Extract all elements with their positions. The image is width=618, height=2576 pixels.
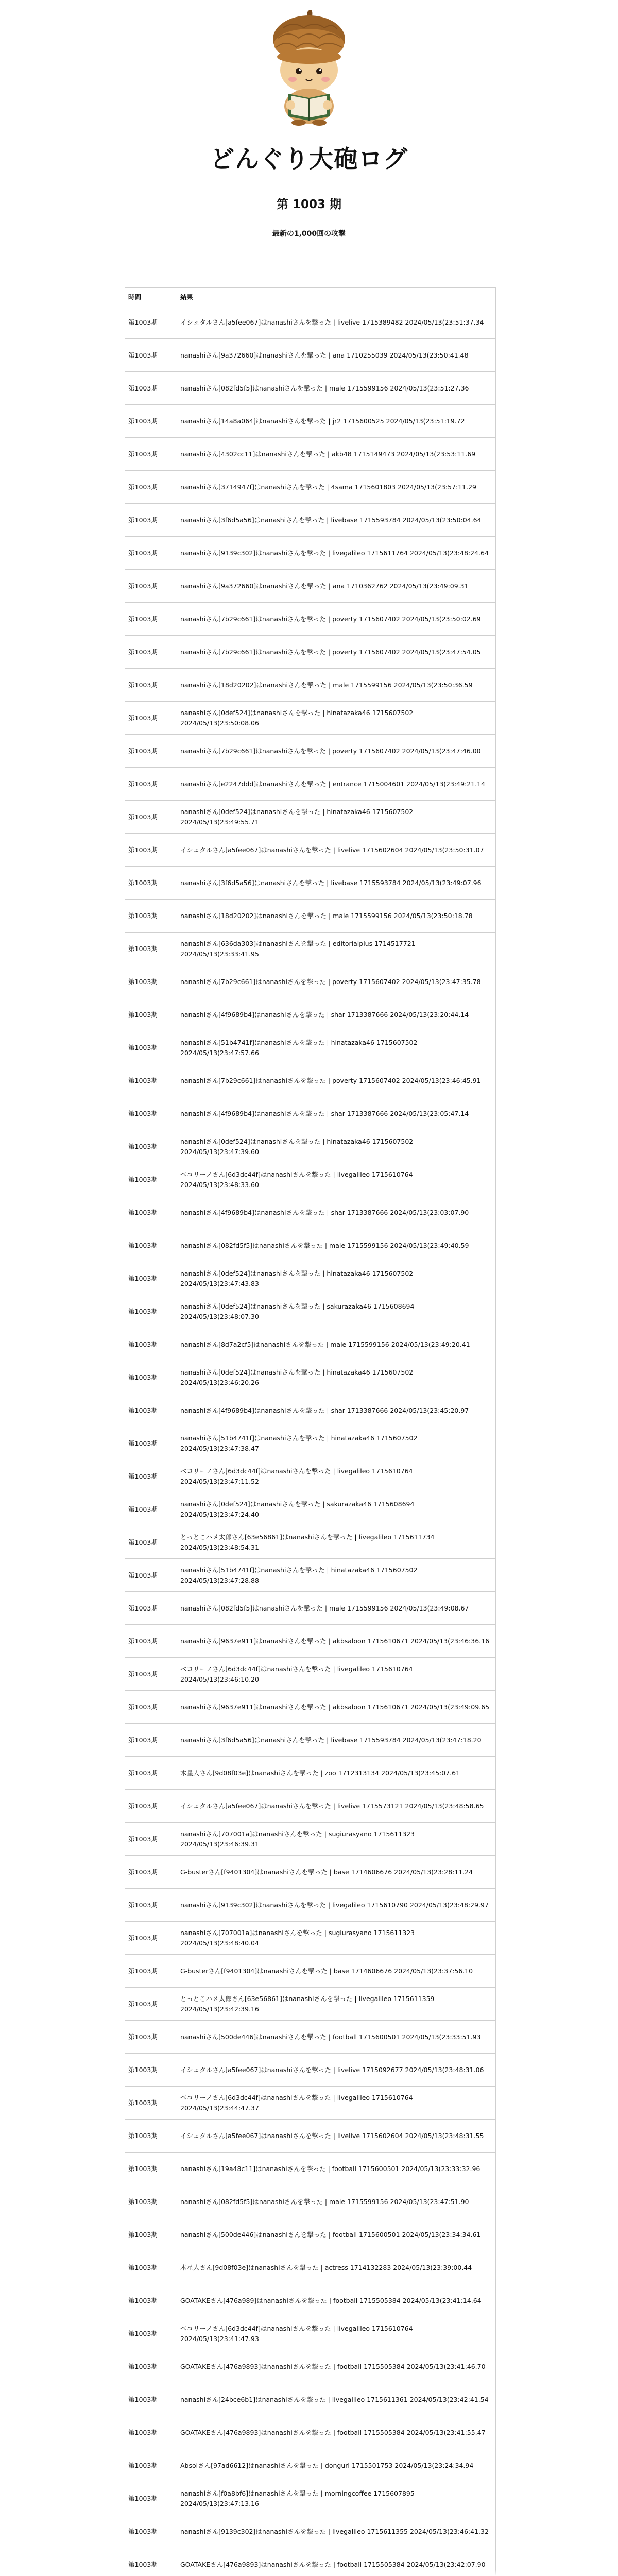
- cell-result: nanashiさん[24bce6b1]はnanashiさんを撃った | livegalileo 1715611361 2024/05/13(23:42:41.54: [177, 2383, 496, 2416]
- cell-result: nanashiさん[082fd5f5]はnanashiさんを撃った | male 1715599156 2024/05/13(23:49:08.67: [177, 1592, 496, 1625]
- attack-log-table: [125, 287, 496, 2576]
- cell-result: nanashiさん[500de446]はnanashiさんを撃った | football 1715600501 2024/05/13(23:34:34.61: [177, 2218, 496, 2251]
- cell-result: nanashiさん[18d20202]はnanashiさんを撃った | male 1715599156 2024/05/13(23:50:36.59: [177, 669, 496, 702]
- cell-result: イシュタルさん[a5fee067]はnanashiさんを撃った | livelive 1715092677 2024/05/13(23:48:31.06: [177, 2054, 496, 2087]
- table-row: [125, 372, 496, 405]
- table-row: [125, 2482, 496, 2515]
- attack-log-body: [125, 306, 496, 2576]
- cell-time: 第1003期: [125, 537, 177, 570]
- cell-result: ベコリーノさん[6d3dc44f]はnanashiさんを撃った | livegalileo 1715610764 2024/05/13(23:46:10.20: [177, 1658, 496, 1691]
- cell-result: nanashiさん[0def524]はnanashiさんを撃った | hinatazaka46 1715607502 2024/05/13(23:47:39.60: [177, 1130, 496, 1163]
- cell-time: 第1003期: [125, 1031, 177, 1064]
- cell-time: 第1003期: [125, 1295, 177, 1328]
- cell-result: nanashiさん[4f9689b4]はnanashiさんを撃った | shar 1713387666 2024/05/13(23:05:47.14: [177, 1097, 496, 1130]
- cell-time: 第1003期: [125, 1889, 177, 1922]
- cell-time: 第1003期: [125, 2185, 177, 2218]
- table-row: [125, 1064, 496, 1097]
- cell-result: とっとこハメ太郎さん[63e56861]はnanashiさんを撃った | livegalileo 1715611359 2024/05/13(23:42:39.16: [177, 1988, 496, 2021]
- cell-time: 第1003期: [125, 2416, 177, 2449]
- cell-time: 第1003期: [125, 933, 177, 965]
- cell-time: 第1003期: [125, 1427, 177, 1460]
- cell-result: ベコリーノさん[6d3dc44f]はnanashiさんを撃った | livegalileo 1715610764 2024/05/13(23:47:11.52: [177, 1460, 496, 1493]
- cell-result: nanashiさん[7b29c661]はnanashiさんを撃った | poverty 1715607402 2024/05/13(23:47:54.05: [177, 636, 496, 669]
- table-row: [125, 636, 496, 669]
- table-row: [125, 1328, 496, 1361]
- cell-time: 第1003期: [125, 2251, 177, 2284]
- cell-time: 第1003期: [125, 2284, 177, 2317]
- column-header-time: 時間: [125, 288, 177, 306]
- cell-time: 第1003期: [125, 2021, 177, 2054]
- cell-result: nanashiさん[082fd5f5]はnanashiさんを撃った | male 1715599156 2024/05/13(23:47:51.90: [177, 2185, 496, 2218]
- cell-result: nanashiさん[19a48c11]はnanashiさんを撃った | football 1715600501 2024/05/13(23:33:32.96: [177, 2153, 496, 2185]
- cell-time: 第1003期: [125, 1757, 177, 1790]
- cell-result: ベコリーノさん[6d3dc44f]はnanashiさんを撃った | livegalileo 1715610764 2024/05/13(23:48:33.60: [177, 1163, 496, 1196]
- cell-time: 第1003期: [125, 1625, 177, 1658]
- cell-result: nanashiさん[7b29c661]はnanashiさんを撃った | poverty 1715607402 2024/05/13(23:47:46.00: [177, 735, 496, 768]
- table-row: [125, 933, 496, 965]
- table-row: [125, 768, 496, 801]
- cell-time: 第1003期: [125, 735, 177, 768]
- table-row: [125, 471, 496, 504]
- table-row: [125, 2185, 496, 2218]
- site-title: どんぐり大砲ログ: [210, 145, 408, 174]
- cell-result: nanashiさん[3f6d5a56]はnanashiさんを撃った | livebase 1715593784 2024/05/13(23:47:18.20: [177, 1724, 496, 1757]
- cell-result: nanashiさん[9637e911]はnanashiさんを撃った | akbsaloon 1715610671 2024/05/13(23:46:36.16: [177, 1625, 496, 1658]
- cell-time: 第1003期: [125, 1988, 177, 2021]
- page-subtitle: 最新の1,000回の攻撃: [272, 230, 346, 238]
- cell-result: nanashiさん[0def524]はnanashiさんを撃った | hinatazaka46 1715607502 2024/05/13(23:46:20.26: [177, 1361, 496, 1394]
- cell-result: nanashiさん[3714947f]はnanashiさんを撃った | 4sama 1715601803 2024/05/13(23:57:11.29: [177, 471, 496, 504]
- cell-time: 第1003期: [125, 1262, 177, 1295]
- table-row: [125, 834, 496, 867]
- cell-result: nanashiさん[9139c302]はnanashiさんを撃った | livegalileo 1715611355 2024/05/13(23:46:41.32: [177, 2515, 496, 2548]
- table-row: [125, 1130, 496, 1163]
- cell-result: G-busterさん[f9401304]はnanashiさんを撃った | base 1714606676 2024/05/13(23:37:56.10: [177, 1955, 496, 1988]
- cell-time: 第1003期: [125, 1460, 177, 1493]
- cell-time: 第1003期: [125, 1955, 177, 1988]
- cell-time: 第1003期: [125, 867, 177, 900]
- column-header-result: 結果: [177, 288, 496, 306]
- table-row: [125, 1790, 496, 1823]
- cell-result: GOATAKEさん[476a989]はnanashiさんを撃った | football 1715505384 2024/05/13(23:41:14.64: [177, 2284, 496, 2317]
- cell-time: 第1003期: [125, 2383, 177, 2416]
- cell-result: nanashiさん[4302cc11]はnanashiさんを撃った | akb48 1715149473 2024/05/13(23:53:11.69: [177, 438, 496, 471]
- cell-time: 第1003期: [125, 2218, 177, 2251]
- table-row: [125, 2350, 496, 2383]
- table-row: [125, 438, 496, 471]
- table-row: [125, 1394, 496, 1427]
- cell-time: 第1003期: [125, 1064, 177, 1097]
- cell-time: 第1003期: [125, 1724, 177, 1757]
- page-header: [0, 0, 618, 238]
- table-row: [125, 1526, 496, 1559]
- cell-time: 第1003期: [125, 405, 177, 438]
- cell-time: 第1003期: [125, 636, 177, 669]
- cell-time: 第1003期: [125, 2449, 177, 2482]
- table-row: [125, 1427, 496, 1460]
- cell-time: 第1003期: [125, 1790, 177, 1823]
- cell-result: ベコリーノさん[6d3dc44f]はnanashiさんを撃った | livegalileo 1715610764 2024/05/13(23:41:47.93: [177, 2317, 496, 2350]
- cell-time: 第1003期: [125, 2153, 177, 2185]
- cell-time: 第1003期: [125, 2515, 177, 2548]
- cell-result: nanashiさん[0def524]はnanashiさんを撃った | hinatazaka46 1715607502 2024/05/13(23:49:55.71: [177, 801, 496, 834]
- cell-result: nanashiさん[51b4741f]はnanashiさんを撃った | hinatazaka46 1715607502 2024/05/13(23:47:57.66: [177, 1031, 496, 1064]
- cell-result: イシュタルさん[a5fee067]はnanashiさんを撃った | livelive 1715602604 2024/05/13(23:50:31.07: [177, 834, 496, 867]
- table-row: [125, 1295, 496, 1328]
- table-row: [125, 504, 496, 537]
- acorn-mascot-logo: [268, 7, 350, 126]
- table-row: [125, 1823, 496, 1856]
- cell-result: nanashiさん[0def524]はnanashiさんを撃った | hinatazaka46 1715607502 2024/05/13(23:47:43.83: [177, 1262, 496, 1295]
- table-row: [125, 900, 496, 933]
- cell-time: 第1003期: [125, 2350, 177, 2383]
- table-row: [125, 1196, 496, 1229]
- cell-result: nanashiさん[9139c302]はnanashiさんを撃った | livegalileo 1715610790 2024/05/13(23:48:29.97: [177, 1889, 496, 1922]
- cell-result: nanashiさん[636da303]はnanashiさんを撃った | editorialplus 1714517721 2024/05/13(23:33:41.95: [177, 933, 496, 965]
- cell-result: nanashiさん[3f6d5a56]はnanashiさんを撃った | livebase 1715593784 2024/05/13(23:49:07.96: [177, 867, 496, 900]
- cell-result: nanashiさん[707001a]はnanashiさんを撃った | sugiurasyano 1715611323 2024/05/13(23:48:40.04: [177, 1922, 496, 1955]
- cell-result: G-busterさん[f9401304]はnanashiさんを撃った | base 1714606676 2024/05/13(23:28:11.24: [177, 1856, 496, 1889]
- table-row: [125, 1031, 496, 1064]
- cell-time: 第1003期: [125, 702, 177, 735]
- cell-time: 第1003期: [125, 1163, 177, 1196]
- table-row: [125, 405, 496, 438]
- table-row: [125, 1889, 496, 1922]
- table-row: [125, 1229, 496, 1262]
- table-row: [125, 998, 496, 1031]
- table-row: [125, 2054, 496, 2087]
- cell-result: nanashiさん[4f9689b4]はnanashiさんを撃った | shar 1713387666 2024/05/13(23:45:20.97: [177, 1394, 496, 1427]
- cell-time: 第1003期: [125, 2120, 177, 2153]
- cell-time: 第1003期: [125, 1856, 177, 1889]
- cell-result: nanashiさん[9a372660]はnanashiさんを撃った | ana 1710362762 2024/05/13(23:49:09.31: [177, 570, 496, 603]
- table-row: [125, 570, 496, 603]
- cell-result: nanashiさん[18d20202]はnanashiさんを撃った | male 1715599156 2024/05/13(23:50:18.78: [177, 900, 496, 933]
- cell-result: GOATAKEさん[476a9893]はnanashiさんを撃った | football 1715505384 2024/05/13(23:42:07.90: [177, 2548, 496, 2576]
- table-row: [125, 2120, 496, 2153]
- cell-result: nanashiさん[8d7a2cf5]はnanashiさんを撃った | male 1715599156 2024/05/13(23:49:20.41: [177, 1328, 496, 1361]
- cell-time: 第1003期: [125, 2548, 177, 2576]
- table-row: [125, 2449, 496, 2482]
- table-header-row: [125, 288, 496, 306]
- cell-result: ベコリーノさん[6d3dc44f]はnanashiさんを撃った | livegalileo 1715610764 2024/05/13(23:44:47.37: [177, 2087, 496, 2120]
- cell-time: 第1003期: [125, 1526, 177, 1559]
- cell-result: nanashiさん[0def524]はnanashiさんを撃った | hinatazaka46 1715607502 2024/05/13(23:50:08.06: [177, 702, 496, 735]
- cell-result: nanashiさん[7b29c661]はnanashiさんを撃った | poverty 1715607402 2024/05/13(23:47:35.78: [177, 965, 496, 998]
- cell-time: 第1003期: [125, 768, 177, 801]
- cell-time: 第1003期: [125, 1592, 177, 1625]
- table-row: [125, 339, 496, 372]
- table-row: [125, 1658, 496, 1691]
- cell-result: nanashiさん[0def524]はnanashiさんを撃った | sakurazaka46 1715608694 2024/05/13(23:47:24.40: [177, 1493, 496, 1526]
- table-row: [125, 1493, 496, 1526]
- table-row: [125, 537, 496, 570]
- table-row: [125, 1592, 496, 1625]
- cell-time: 第1003期: [125, 438, 177, 471]
- cell-result: nanashiさん[3f6d5a56]はnanashiさんを撃った | livebase 1715593784 2024/05/13(23:50:04.64: [177, 504, 496, 537]
- cell-result: nanashiさん[500de446]はnanashiさんを撃った | football 1715600501 2024/05/13(23:33:51.93: [177, 2021, 496, 2054]
- table-row: [125, 801, 496, 834]
- table-row: [125, 1724, 496, 1757]
- table-row: [125, 1097, 496, 1130]
- cell-result: nanashiさん[4f9689b4]はnanashiさんを撃った | shar 1713387666 2024/05/13(23:03:07.90: [177, 1196, 496, 1229]
- cell-result: nanashiさん[082fd5f5]はnanashiさんを撃った | male 1715599156 2024/05/13(23:51:27.36: [177, 372, 496, 405]
- cell-time: 第1003期: [125, 1691, 177, 1724]
- table-row: [125, 669, 496, 702]
- cell-result: 木星人さん[9d08f03e]はnanashiさんを撃った | actress 1714132283 2024/05/13(23:39:00.44: [177, 2251, 496, 2284]
- cell-time: 第1003期: [125, 1658, 177, 1691]
- cell-time: 第1003期: [125, 1196, 177, 1229]
- cell-time: 第1003期: [125, 900, 177, 933]
- table-row: [125, 1988, 496, 2021]
- table-row: [125, 702, 496, 735]
- cell-time: 第1003期: [125, 1493, 177, 1526]
- cell-result: GOATAKEさん[476a9893]はnanashiさんを撃った | football 1715505384 2024/05/13(23:41:46.70: [177, 2350, 496, 2383]
- table-row: [125, 2021, 496, 2054]
- table-row: [125, 1361, 496, 1394]
- table-row: [125, 1262, 496, 1295]
- cell-time: 第1003期: [125, 504, 177, 537]
- cell-time: 第1003期: [125, 1922, 177, 1955]
- table-row: [125, 603, 496, 636]
- cell-time: 第1003期: [125, 669, 177, 702]
- table-row: [125, 2087, 496, 2120]
- issue-number: 第 1003 期: [276, 198, 342, 211]
- cell-time: 第1003期: [125, 1130, 177, 1163]
- table-row: [125, 2218, 496, 2251]
- table-row: [125, 1691, 496, 1724]
- cell-result: nanashiさん[f0a8bf6]はnanashiさんを撃った | morningcoffee 1715607895 2024/05/13(23:47:13.16: [177, 2482, 496, 2515]
- cell-result: nanashiさん[0def524]はnanashiさんを撃った | sakurazaka46 1715608694 2024/05/13(23:48:07.30: [177, 1295, 496, 1328]
- cell-time: 第1003期: [125, 1328, 177, 1361]
- table-row: [125, 1559, 496, 1592]
- cell-time: 第1003期: [125, 965, 177, 998]
- table-row: [125, 1460, 496, 1493]
- cell-result: Absolさん[97ad6612]はnanashiさんを撃った | dongurl 1715501753 2024/05/13(23:24:34.94: [177, 2449, 496, 2482]
- cell-result: イシュタルさん[a5fee067]はnanashiさんを撃った | livelive 1715573121 2024/05/13(23:48:58.65: [177, 1790, 496, 1823]
- cell-result: nanashiさん[082fd5f5]はnanashiさんを撃った | male 1715599156 2024/05/13(23:49:40.59: [177, 1229, 496, 1262]
- bottom-edge: [0, 2570, 618, 2576]
- cell-time: 第1003期: [125, 834, 177, 867]
- table-row: [125, 1163, 496, 1196]
- cell-time: 第1003期: [125, 372, 177, 405]
- table-row: [125, 2416, 496, 2449]
- cell-result: nanashiさん[9a372660]はnanashiさんを撃った | ana 1710255039 2024/05/13(23:50:41.48: [177, 339, 496, 372]
- cell-time: 第1003期: [125, 1559, 177, 1592]
- cell-time: 第1003期: [125, 603, 177, 636]
- cell-result: nanashiさん[51b4741f]はnanashiさんを撃った | hinatazaka46 1715607502 2024/05/13(23:47:28.88: [177, 1559, 496, 1592]
- cell-result: nanashiさん[4f9689b4]はnanashiさんを撃った | shar 1713387666 2024/05/13(23:20:44.14: [177, 998, 496, 1031]
- table-row: [125, 2317, 496, 2350]
- cell-result: イシュタルさん[a5fee067]はnanashiさんを撃った | livelive 1715602604 2024/05/13(23:48:31.55: [177, 2120, 496, 2153]
- table-row: [125, 1922, 496, 1955]
- cell-result: nanashiさん[9139c302]はnanashiさんを撃った | livegalileo 1715611764 2024/05/13(23:48:24.64: [177, 537, 496, 570]
- cell-time: 第1003期: [125, 1394, 177, 1427]
- cell-time: 第1003期: [125, 1361, 177, 1394]
- cell-time: 第1003期: [125, 1823, 177, 1856]
- table-row: [125, 2383, 496, 2416]
- cell-time: 第1003期: [125, 2054, 177, 2087]
- cell-time: 第1003期: [125, 1229, 177, 1262]
- table-row: [125, 2251, 496, 2284]
- table-row: [125, 735, 496, 768]
- table-row: [125, 1955, 496, 1988]
- cell-result: nanashiさん[14a8a064]はnanashiさんを撃った | jr2 1715600525 2024/05/13(23:51:19.72: [177, 405, 496, 438]
- cell-result: とっとこハメ太郎さん[63e56861]はnanashiさんを撃った | livegalileo 1715611734 2024/05/13(23:48:54.31: [177, 1526, 496, 1559]
- cell-time: 第1003期: [125, 339, 177, 372]
- cell-result: nanashiさん[51b4741f]はnanashiさんを撃った | hinatazaka46 1715607502 2024/05/13(23:47:38.47: [177, 1427, 496, 1460]
- cell-time: 第1003期: [125, 2317, 177, 2350]
- cell-time: 第1003期: [125, 1097, 177, 1130]
- table-row: [125, 2284, 496, 2317]
- table-row: [125, 867, 496, 900]
- table-row: [125, 306, 496, 339]
- cell-result: nanashiさん[707001a]はnanashiさんを撃った | sugiurasyano 1715611323 2024/05/13(23:46:39.31: [177, 1823, 496, 1856]
- cell-result: nanashiさん[9637e911]はnanashiさんを撃った | akbsaloon 1715610671 2024/05/13(23:49:09.65: [177, 1691, 496, 1724]
- cell-result: nanashiさん[7b29c661]はnanashiさんを撃った | poverty 1715607402 2024/05/13(23:50:02.69: [177, 603, 496, 636]
- cell-time: 第1003期: [125, 2087, 177, 2120]
- table-row: [125, 1757, 496, 1790]
- table-row: [125, 965, 496, 998]
- cell-time: 第1003期: [125, 801, 177, 834]
- cell-result: 木星人さん[9d08f03e]はnanashiさんを撃った | zoo 1712313134 2024/05/13(23:45:07.61: [177, 1757, 496, 1790]
- cell-time: 第1003期: [125, 471, 177, 504]
- table-row: [125, 2515, 496, 2548]
- cell-time: 第1003期: [125, 2482, 177, 2515]
- cell-time: 第1003期: [125, 570, 177, 603]
- cell-result: nanashiさん[7b29c661]はnanashiさんを撃った | poverty 1715607402 2024/05/13(23:46:45.91: [177, 1064, 496, 1097]
- table-row: [125, 2153, 496, 2185]
- cell-time: 第1003期: [125, 306, 177, 339]
- cell-result: GOATAKEさん[476a9893]はnanashiさんを撃った | football 1715505384 2024/05/13(23:41:55.47: [177, 2416, 496, 2449]
- cell-result: イシュタルさん[a5fee067]はnanashiさんを撃った | livelive 1715389482 2024/05/13(23:51:37.34: [177, 306, 496, 339]
- cell-result: nanashiさん[e2247ddd]はnanashiさんを撃った | entrance 1715004601 2024/05/13(23:49:21.14: [177, 768, 496, 801]
- table-row: [125, 1625, 496, 1658]
- cell-time: 第1003期: [125, 998, 177, 1031]
- table-row: [125, 1856, 496, 1889]
